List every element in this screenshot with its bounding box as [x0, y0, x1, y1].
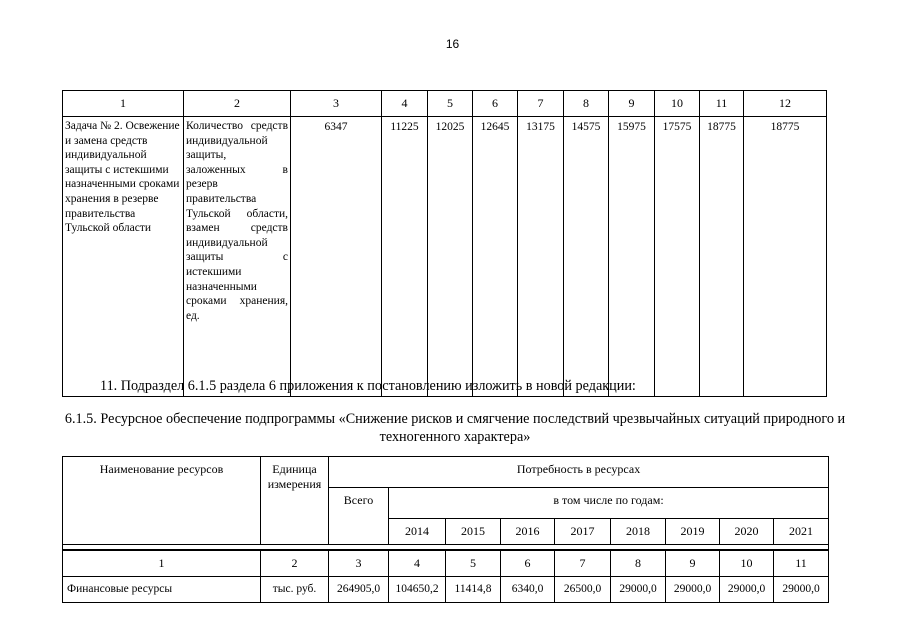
value-cell: 11225 [382, 117, 428, 397]
header-cell: 8 [564, 91, 609, 117]
year-cell: 2016 [501, 519, 555, 545]
indicator-cell: Количество средств индивидуальной защиты, заложенных в резерв правительства Тульской области, взамен средств индивидуальной защиты с истекшими назначенными сроками хранения, ед. [184, 117, 291, 397]
year-cell: 2020 [720, 519, 774, 545]
resource-unit: тыс. руб. [261, 577, 329, 603]
value-cell: 18775 [744, 117, 827, 397]
column-number: 5 [446, 550, 501, 577]
value-cell: 17575 [655, 117, 700, 397]
header-total: Всего [329, 488, 389, 545]
year-cell: 2018 [611, 519, 666, 545]
value-cell: 29000,0 [611, 577, 666, 603]
header-cell: 4 [382, 91, 428, 117]
value-cell: 18775 [700, 117, 744, 397]
page-number: 16 [445, 37, 460, 51]
header-by-years: в том числе по годам: [389, 488, 829, 519]
value-cell: 29000,0 [666, 577, 720, 603]
table-row [63, 117, 827, 397]
value-cell: 104650,2 [389, 577, 446, 603]
column-number: 3 [329, 550, 389, 577]
header-cell: 6 [473, 91, 518, 117]
value-cell: 26500,0 [555, 577, 611, 603]
section-heading: 6.1.5. Ресурсное обеспечение подпрограммы «Снижение рисков и смягчение последствий чрезвычайных ситуаций природного и техногенного характера» [64, 411, 846, 445]
year-cell: 2014 [389, 519, 446, 545]
header-resources: Наименование ресурсов [63, 457, 261, 545]
header-cell: 12 [744, 91, 827, 117]
column-number: 6 [501, 550, 555, 577]
value-cell: 29000,0 [720, 577, 774, 603]
value-cell: 12645 [473, 117, 518, 397]
table-row [63, 577, 829, 603]
resources-table [62, 456, 829, 603]
column-number: 9 [666, 550, 720, 577]
header-cell: 9 [609, 91, 655, 117]
header-cell: 1 [63, 91, 184, 117]
year-cell: 2017 [555, 519, 611, 545]
value-cell: 29000,0 [774, 577, 829, 603]
value-cell: 12025 [428, 117, 473, 397]
column-number: 4 [389, 550, 446, 577]
column-number: 10 [720, 550, 774, 577]
year-cell: 2019 [666, 519, 720, 545]
header-cell: 5 [428, 91, 473, 117]
column-number: 1 [63, 550, 261, 577]
resource-name: Финансовые ресурсы [63, 577, 261, 603]
value-cell: 264905,0 [329, 577, 389, 603]
table-header-row [63, 91, 827, 117]
table-header-row [63, 457, 829, 488]
header-need: Потребность в ресурсах [329, 457, 829, 488]
value-cell: 6340,0 [501, 577, 555, 603]
value-cell: 11414,8 [446, 577, 501, 603]
column-number: 2 [261, 550, 329, 577]
value-cell: 13175 [518, 117, 564, 397]
header-cell: 3 [291, 91, 382, 117]
column-number: 8 [611, 550, 666, 577]
value-cell: 6347 [291, 117, 382, 397]
column-number: 7 [555, 550, 611, 577]
value-cell: 14575 [564, 117, 609, 397]
task-cell: Задача № 2. Освежение и замена средств индивидуальной защиты с истекшими назначенными сроками хранения в резерве правительства Тульской области [63, 117, 184, 397]
column-numbers-row [63, 550, 829, 577]
indicators-table [62, 90, 827, 397]
value-cell: 15975 [609, 117, 655, 397]
year-cell: 2021 [774, 519, 829, 545]
header-cell: 2 [184, 91, 291, 117]
header-cell: 11 [700, 91, 744, 117]
header-cell: 10 [655, 91, 700, 117]
header-unit: Единица измерения [261, 457, 329, 545]
amendment-paragraph: 11. Подраздел 6.1.5 раздела 6 приложения к постановлению изложить в новой редакции: [100, 378, 636, 394]
column-number: 11 [774, 550, 829, 577]
header-cell: 7 [518, 91, 564, 117]
year-cell: 2015 [446, 519, 501, 545]
